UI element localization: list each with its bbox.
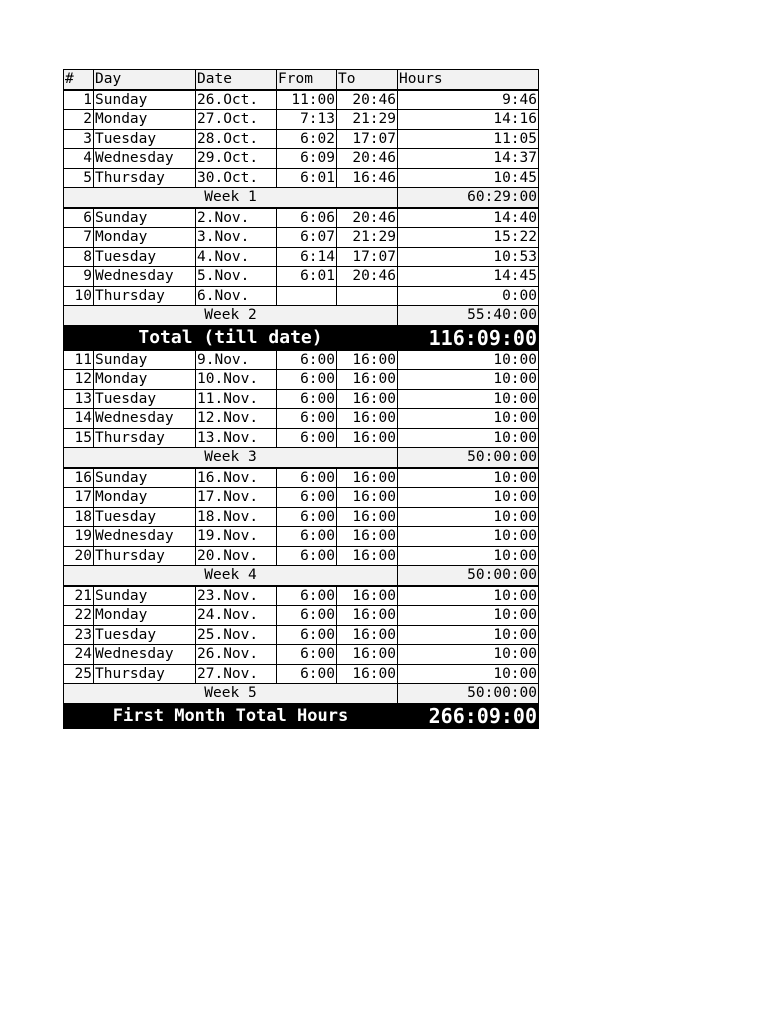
header-to: To [337,70,398,90]
cell-hours: 9:46 [398,90,539,110]
week-total: 50:00:00 [398,448,539,468]
total-till-date-row [64,325,539,350]
cell-day: Wednesday [94,527,196,547]
cell-day: Monday [94,110,196,130]
cell-to: 16:00 [337,664,398,684]
cell-day: Tuesday [94,625,196,645]
cell-day: Sunday [94,468,196,488]
cell-hours: 14:40 [398,208,539,228]
cell-date: 2.Nov. [196,208,277,228]
cell-day: Sunday [94,208,196,228]
cell-date: 12.Nov. [196,409,277,429]
cell-num: 5 [64,168,94,188]
cell-hours: 10:45 [398,168,539,188]
cell-date: 20.Nov. [196,546,277,566]
cell-hours: 10:00 [398,606,539,626]
cell-date: 5.Nov. [196,267,277,287]
cell-num: 4 [64,149,94,169]
cell-hours: 11:05 [398,129,539,149]
cell-date: 4.Nov. [196,247,277,267]
cell-hours: 10:00 [398,664,539,684]
cell-from: 6:09 [277,149,337,169]
cell-hours: 15:22 [398,228,539,248]
cell-to: 20:46 [337,267,398,287]
cell-hours: 10:00 [398,468,539,488]
week-label: Week 3 [64,448,398,468]
cell-num: 18 [64,507,94,527]
cell-to: 20:46 [337,208,398,228]
table-row [64,370,539,390]
cell-num: 13 [64,389,94,409]
cell-num: 9 [64,267,94,287]
table-row [64,267,539,287]
cell-day: Thursday [94,428,196,448]
cell-date: 26.Oct. [196,90,277,110]
cell-from: 6:00 [277,664,337,684]
cell-hours: 14:45 [398,267,539,287]
cell-num: 12 [64,370,94,390]
cell-from: 7:13 [277,110,337,130]
month-total-row [64,703,539,728]
cell-hours: 0:00 [398,286,539,306]
cell-date: 18.Nov. [196,507,277,527]
cell-from [277,286,337,306]
cell-num: 2 [64,110,94,130]
cell-hours: 10:00 [398,488,539,508]
table-row [64,90,539,110]
table-row [64,286,539,306]
cell-to: 16:00 [337,370,398,390]
week-label: Week 4 [64,566,398,586]
cell-to: 16:00 [337,350,398,370]
cell-from: 6:01 [277,168,337,188]
cell-to: 16:46 [337,168,398,188]
hours-table [63,69,539,729]
cell-to: 16:00 [337,468,398,488]
cell-hours: 10:00 [398,527,539,547]
table-row [64,488,539,508]
cell-hours: 10:00 [398,625,539,645]
week-subtotal-row [64,684,539,704]
cell-from: 6:06 [277,208,337,228]
cell-date: 16.Nov. [196,468,277,488]
cell-day: Monday [94,488,196,508]
cell-day: Monday [94,228,196,248]
cell-from: 11:00 [277,90,337,110]
cell-date: 25.Nov. [196,625,277,645]
cell-num: 1 [64,90,94,110]
hours-table-body [64,70,539,729]
cell-date: 6.Nov. [196,286,277,306]
cell-to: 16:00 [337,546,398,566]
table-row [64,527,539,547]
cell-num: 17 [64,488,94,508]
cell-from: 6:00 [277,507,337,527]
total-till-date-value: 116:09:00 [398,325,539,350]
cell-from: 6:07 [277,228,337,248]
table-row [64,389,539,409]
cell-hours: 10:00 [398,546,539,566]
week-subtotal-row [64,188,539,208]
cell-hours: 10:00 [398,370,539,390]
cell-from: 6:00 [277,409,337,429]
week-total: 55:40:00 [398,306,539,326]
cell-num: 21 [64,586,94,606]
cell-day: Tuesday [94,247,196,267]
table-row [64,428,539,448]
header-day: Day [94,70,196,90]
cell-hours: 14:16 [398,110,539,130]
cell-to: 16:00 [337,645,398,665]
cell-day: Thursday [94,546,196,566]
cell-date: 30.Oct. [196,168,277,188]
cell-num: 6 [64,208,94,228]
cell-from: 6:00 [277,586,337,606]
cell-from: 6:00 [277,468,337,488]
table-row [64,208,539,228]
cell-day: Sunday [94,586,196,606]
week-label: Week 5 [64,684,398,704]
cell-from: 6:00 [277,488,337,508]
cell-from: 6:02 [277,129,337,149]
header-num: # [64,70,94,90]
week-label: Week 1 [64,188,398,208]
cell-day: Thursday [94,664,196,684]
cell-num: 8 [64,247,94,267]
cell-to: 21:29 [337,228,398,248]
cell-day: Tuesday [94,129,196,149]
cell-date: 3.Nov. [196,228,277,248]
cell-to: 17:07 [337,129,398,149]
header-hours: Hours [398,70,539,90]
cell-day: Wednesday [94,409,196,429]
week-label: Week 2 [64,306,398,326]
week-total: 50:00:00 [398,566,539,586]
cell-hours: 10:00 [398,389,539,409]
header-from: From [277,70,337,90]
cell-to: 16:00 [337,507,398,527]
cell-num: 16 [64,468,94,488]
cell-num: 25 [64,664,94,684]
cell-to: 16:00 [337,488,398,508]
table-row [64,409,539,429]
cell-num: 7 [64,228,94,248]
cell-date: 27.Oct. [196,110,277,130]
cell-date: 29.Oct. [196,149,277,169]
cell-date: 9.Nov. [196,350,277,370]
cell-num: 24 [64,645,94,665]
table-row [64,110,539,130]
cell-day: Sunday [94,350,196,370]
cell-day: Monday [94,606,196,626]
cell-num: 3 [64,129,94,149]
table-row [64,507,539,527]
cell-to: 16:00 [337,625,398,645]
cell-num: 11 [64,350,94,370]
table-row [64,350,539,370]
cell-date: 17.Nov. [196,488,277,508]
cell-from: 6:00 [277,370,337,390]
table-row [64,468,539,488]
table-row [64,586,539,606]
cell-from: 6:00 [277,350,337,370]
table-row [64,625,539,645]
table-row [64,228,539,248]
week-total: 60:29:00 [398,188,539,208]
cell-day: Tuesday [94,507,196,527]
cell-hours: 10:00 [398,586,539,606]
cell-date: 24.Nov. [196,606,277,626]
cell-date: 27.Nov. [196,664,277,684]
cell-date: 28.Oct. [196,129,277,149]
month-total-value: 266:09:00 [398,703,539,728]
cell-date: 26.Nov. [196,645,277,665]
table-row [64,149,539,169]
cell-to: 16:00 [337,409,398,429]
cell-to: 16:00 [337,527,398,547]
cell-hours: 10:00 [398,409,539,429]
cell-num: 20 [64,546,94,566]
cell-to: 16:00 [337,586,398,606]
cell-to: 20:46 [337,90,398,110]
cell-to: 21:29 [337,110,398,130]
cell-from: 6:00 [277,625,337,645]
cell-hours: 10:00 [398,507,539,527]
table-row [64,664,539,684]
cell-from: 6:00 [277,428,337,448]
cell-to: 16:00 [337,428,398,448]
total-till-date-label: Total (till date) [64,325,398,350]
cell-date: 23.Nov. [196,586,277,606]
table-row [64,546,539,566]
cell-day: Monday [94,370,196,390]
week-subtotal-row [64,306,539,326]
cell-from: 6:00 [277,546,337,566]
cell-day: Thursday [94,286,196,306]
table-row [64,168,539,188]
table-row [64,247,539,267]
header-row [64,70,539,90]
table-row [64,129,539,149]
cell-hours: 10:53 [398,247,539,267]
cell-day: Wednesday [94,645,196,665]
cell-from: 6:14 [277,247,337,267]
cell-to: 16:00 [337,606,398,626]
cell-to [337,286,398,306]
cell-date: 19.Nov. [196,527,277,547]
cell-date: 13.Nov. [196,428,277,448]
cell-day: Thursday [94,168,196,188]
cell-from: 6:00 [277,606,337,626]
cell-date: 10.Nov. [196,370,277,390]
header-date: Date [196,70,277,90]
cell-from: 6:00 [277,645,337,665]
cell-day: Tuesday [94,389,196,409]
cell-hours: 10:00 [398,645,539,665]
cell-day: Wednesday [94,149,196,169]
timesheet [63,69,539,729]
week-subtotal-row [64,566,539,586]
cell-num: 15 [64,428,94,448]
cell-day: Sunday [94,90,196,110]
cell-date: 11.Nov. [196,389,277,409]
month-total-label: First Month Total Hours [64,703,398,728]
cell-num: 23 [64,625,94,645]
cell-from: 6:00 [277,527,337,547]
cell-num: 10 [64,286,94,306]
cell-from: 6:01 [277,267,337,287]
table-row [64,645,539,665]
cell-num: 19 [64,527,94,547]
cell-day: Wednesday [94,267,196,287]
cell-num: 14 [64,409,94,429]
cell-num: 22 [64,606,94,626]
week-subtotal-row [64,448,539,468]
cell-to: 17:07 [337,247,398,267]
cell-from: 6:00 [277,389,337,409]
cell-hours: 10:00 [398,350,539,370]
cell-to: 20:46 [337,149,398,169]
cell-hours: 10:00 [398,428,539,448]
table-row [64,606,539,626]
cell-to: 16:00 [337,389,398,409]
week-total: 50:00:00 [398,684,539,704]
cell-hours: 14:37 [398,149,539,169]
